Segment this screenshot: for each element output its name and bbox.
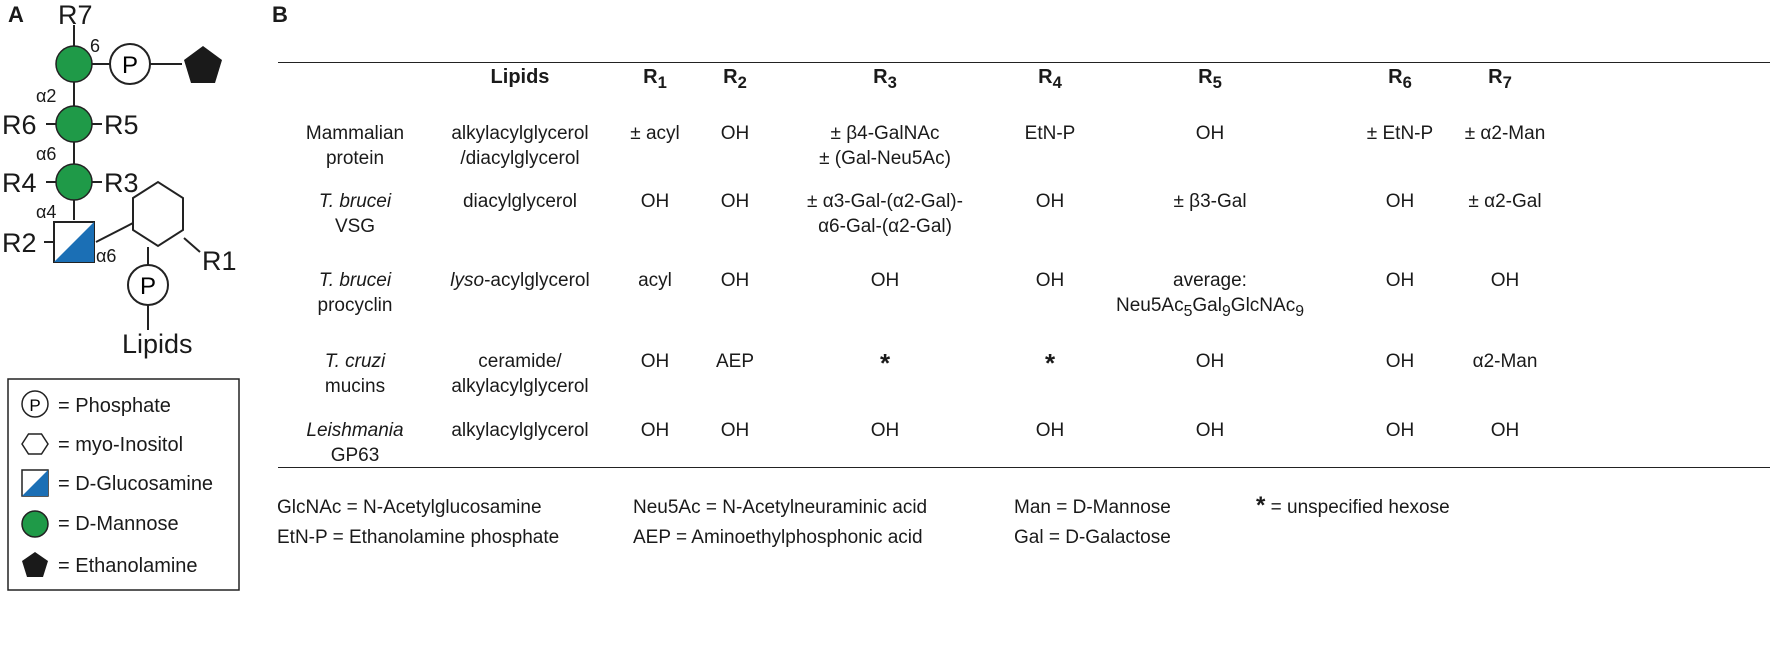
table-row-4-lipids: ceramide/ alkylacylglycerol	[451, 351, 589, 397]
table-row-5-r5: OH	[1195, 420, 1225, 441]
table-row-3-r6: OH	[1385, 270, 1415, 291]
header-r1: $R_1$	[643, 66, 667, 92]
table-row-1-r4: EtN-P	[1024, 123, 1076, 144]
legend-mannose-icon	[22, 511, 48, 537]
r2-label: R2	[2, 228, 37, 258]
r4-label: R4	[2, 168, 37, 198]
phosphate-top-label: P	[121, 52, 139, 79]
table-row-2-lipids: diacylglycerol	[462, 191, 578, 212]
table-row-1-r5: OH	[1195, 123, 1225, 144]
table-bottom-rule	[278, 467, 1770, 468]
header-r6: $R_6$	[1388, 66, 1412, 92]
header-r4: $R_4$	[1038, 66, 1062, 92]
table-row-3-lipids: lyso-acylglycerol	[450, 270, 590, 291]
link-alpha4-label: α4	[36, 202, 57, 222]
link-alpha6-inositol-label: α6	[96, 246, 117, 266]
table-row-5-lipids: alkylacylglycerol	[451, 420, 589, 441]
table-row-4-r5: OH	[1195, 351, 1225, 372]
table-row-4-r1: OH	[640, 351, 670, 372]
table-row-4-r2: AEP	[715, 351, 755, 372]
r5-label: R5	[104, 110, 139, 140]
header-r7: $R_7$	[1488, 66, 1512, 92]
link-6-label: 6	[90, 36, 101, 56]
r1-label: R1	[202, 246, 237, 276]
panel-b-letter: B	[272, 2, 288, 27]
link-alpha6-label: α6	[36, 144, 57, 164]
table-row-3-r4: OH	[1035, 270, 1065, 291]
table-row-3-r1: acyl	[638, 270, 672, 291]
table-row-1-lipids: alkylacylglycerol /diacylglycerol	[451, 123, 589, 169]
legend-mannose-label: = D-Mannose	[58, 513, 179, 535]
table-row-1-r6: ± EtN-P	[1366, 123, 1434, 144]
header-lipids: Lipids	[490, 66, 550, 88]
table-row-2-r3: ± α3-Gal-(α2-Gal)- α6-Gal-(α2-Gal)	[807, 191, 963, 237]
panel-a-letter: A	[8, 2, 24, 27]
table-row-4-r6: OH	[1385, 351, 1415, 372]
footnote-etnp: EtN-P = Ethanolamine phosphate	[277, 527, 560, 548]
legend-phosphate-label: = Phosphate	[58, 395, 171, 417]
footnote-gal: Gal = D-Galactose	[1014, 527, 1171, 548]
header-r3: $R_3$	[873, 66, 897, 92]
r3-label: R3	[104, 168, 139, 198]
phosphate-bottom-label: P	[139, 273, 157, 300]
table-row-4-organism: T. cruzi mucins	[324, 351, 386, 397]
mannose-circle-2	[56, 106, 92, 142]
legend-phosphate-icon-letter: P	[29, 396, 41, 415]
table-row-4-r3: *	[879, 348, 891, 378]
legend-ethanolamine-label: = Ethanolamine	[58, 555, 198, 577]
table-row-2-r5: ± β3-Gal	[1173, 191, 1247, 212]
footnote-neu5ac: Neu5Ac = N-Acetylneuraminic acid	[633, 497, 928, 518]
table-row-4-r7: α2-Man	[1472, 351, 1538, 372]
table-row-1-r3: ± β4-GalNAc ± (Gal-Neu5Ac)	[819, 123, 951, 169]
mannose-circle-3	[56, 164, 92, 200]
r6-label: R6	[2, 110, 37, 140]
footnote-man: Man = D-Mannose	[1014, 497, 1171, 518]
table-row-3-r7: OH	[1490, 270, 1520, 291]
r7-label: R7	[58, 0, 93, 30]
table-row-2-organism: T. brucei VSG	[318, 191, 392, 237]
table-row-4-r4: *	[1044, 348, 1056, 378]
table-row-2-r7: ± α2-Gal	[1468, 191, 1542, 212]
table-row-1-r2: OH	[720, 123, 750, 144]
header-r2: $R_2$	[723, 66, 747, 92]
mannose-circle-1	[56, 46, 92, 82]
table-row-1-r1: ± acyl	[630, 123, 680, 144]
footnote-hexose: * = unspecified hexose	[1256, 492, 1450, 519]
header-r5: $R_5$	[1198, 66, 1222, 92]
table-row-2-r4: OH	[1035, 191, 1065, 212]
footnote-aep: AEP = Aminoethylphosphonic acid	[633, 527, 923, 548]
table-row-5-r6: OH	[1385, 420, 1415, 441]
table-top-rule	[278, 62, 1770, 63]
table-row-3-r3: OH	[870, 270, 900, 291]
table-row-5-r7: OH	[1490, 420, 1520, 441]
table-row-5-r2: OH	[720, 420, 750, 441]
table-row-5-r1: OH	[640, 420, 670, 441]
table-row-3-r2: OH	[720, 270, 750, 291]
table-row-5-r4: OH	[1035, 420, 1065, 441]
table-row-3-r5: average: $Neu5Ac_5Gal_9GlcNAc_9$	[1115, 270, 1305, 320]
table-row-5-organism: Leishmania GP63	[306, 420, 404, 466]
table-row-2-r2: OH	[720, 191, 750, 212]
legend-inositol-label: = myo-Inositol	[58, 434, 184, 456]
inositol-hexagon	[133, 182, 183, 246]
table-row-1-r7: ± α2-Man	[1464, 123, 1546, 144]
ethanolamine-pentagon	[184, 46, 222, 83]
legend-inositol-icon	[22, 434, 48, 454]
footnote-glcnac: GlcNAc = N-Acetylglucosamine	[277, 497, 542, 518]
table-row-5-r3: OH	[870, 420, 900, 441]
lipids-label: Lipids	[122, 329, 193, 359]
gpi-structure-diagram	[0, 0, 270, 670]
table-row-3-organism: T. brucei procyclin	[317, 270, 393, 316]
table-row-2-r6: OH	[1385, 191, 1415, 212]
legend-glucosamine-label: = D-Glucosamine	[58, 473, 214, 495]
table-row-2-r1: OH	[640, 191, 670, 212]
link-alpha2-label: α2	[36, 86, 57, 106]
table-row-1-organism: Mammalian protein	[305, 123, 405, 169]
